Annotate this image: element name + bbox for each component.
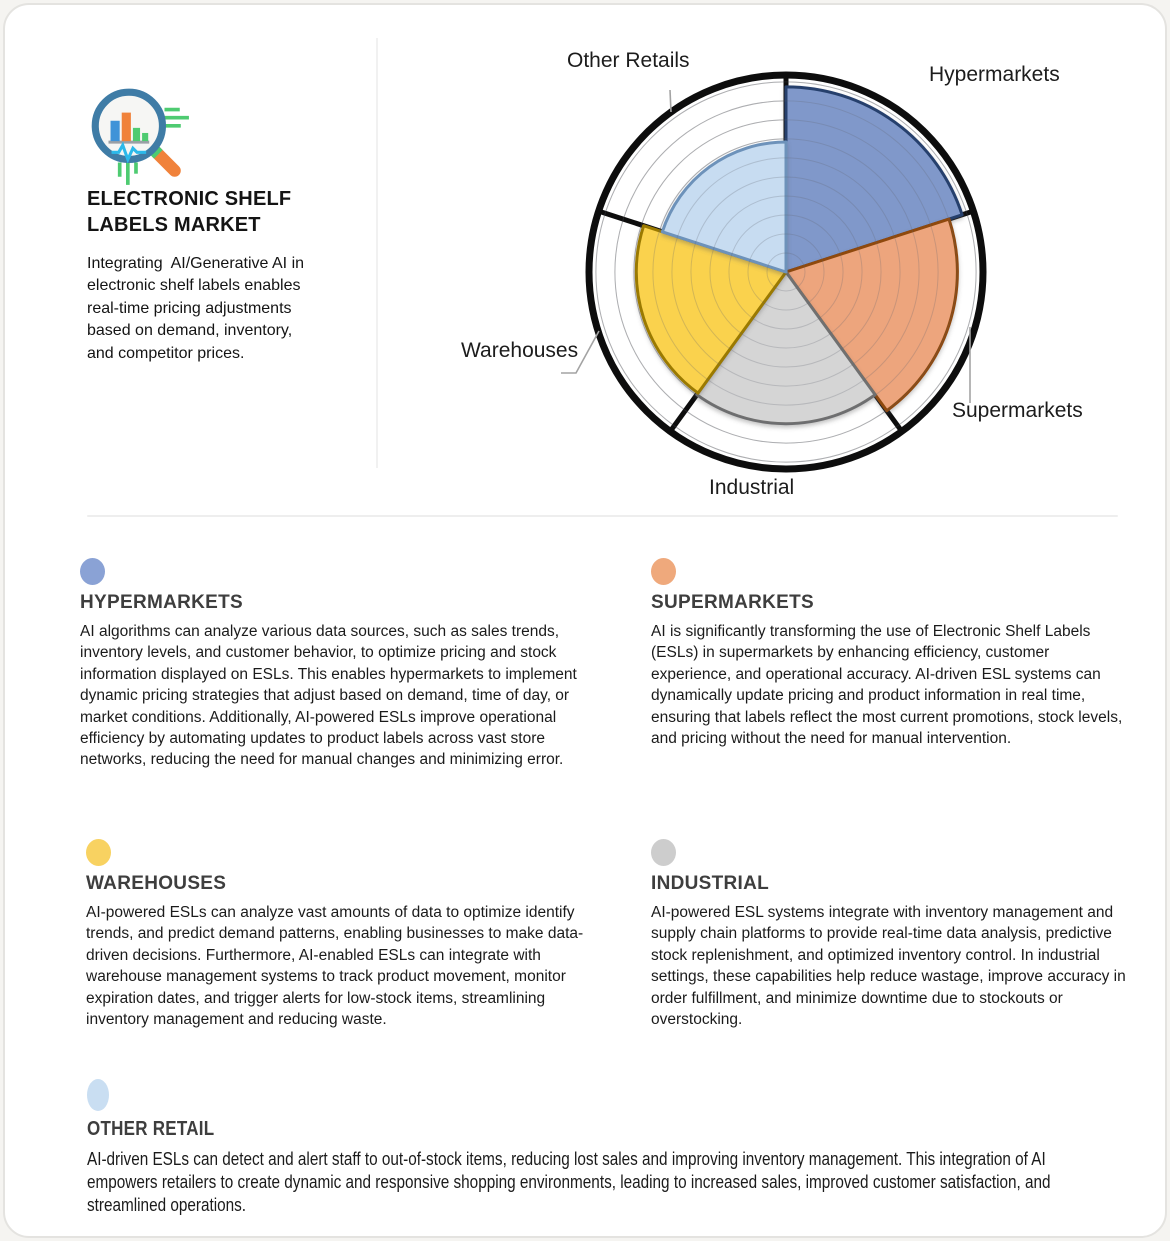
page-title: ELECTRONIC SHELF LABELS MARKET [87, 188, 292, 236]
section-warehouses [86, 839, 594, 1030]
bullet-dot [86, 839, 111, 866]
magnifier-chart-icon [81, 79, 193, 191]
section-body: AI algorithms can analyze various data sources, such as sales trends, inventory levels, and customer behavior, to optimize pricing and stock information displayed on ESLs. This enables hypermarkets to implement dynamic pricing strategies that adjust based on demand, time of day, or market conditions. Additionally, AI-powered ESLs improve operational efficiency by automating updates to product labels across vast store networks, reducing the need for manual changes and minimizing error. [80, 623, 577, 769]
panel-divider [376, 38, 378, 468]
section-industrial [651, 839, 1129, 1030]
section-heading: WAREHOUSES [86, 873, 227, 894]
section-supermarkets [651, 558, 1129, 749]
chart-label-other-retails: Other Retails [567, 49, 690, 72]
bullet-dot [651, 558, 676, 585]
bullet-dot [87, 1079, 109, 1111]
section-other-retail [87, 1079, 1087, 1217]
bullet-dot [651, 839, 676, 866]
chart-label-hypermarkets: Hypermarkets [929, 63, 1060, 86]
section-divider [87, 515, 1118, 517]
section-heading: OTHER RETAIL [87, 1118, 215, 1140]
rose-chart [551, 37, 1021, 507]
card [3, 3, 1167, 1238]
section-heading: INDUSTRIAL [651, 873, 770, 894]
chart-label-industrial: Industrial [709, 476, 795, 499]
chart-label-supermarkets: Supermarkets [952, 399, 1083, 422]
section-body: AI-powered ESLs can analyze vast amounts of data to optimize identify trends, and predict demand patterns, enabling businesses to make data-driven decisions. Furthermore, AI-enabled ESLs can integrate with warehouse management systems to track product movement, monitor expiration dates, and trigger alerts for low-stock items, streamlining inventory management and reducing waste. [86, 904, 584, 1029]
chart-label-warehouses: Warehouses [461, 339, 579, 362]
section-body: AI is significantly transforming the use of Electronic Shelf Labels (ESLs) in supermarkets by enhancing efficiency, customer experience, and operational accuracy. AI-driven ESL systems can dynamically update pricing and product information in real time, ensuring that labels reflect the most current promotions, stock levels, and pricing without the need for manual intervention. [651, 623, 1123, 748]
bullet-dot [80, 558, 105, 585]
leader-other-retails [670, 90, 671, 112]
section-body: AI-driven ESLs can detect and alert staff to out-of-stock items, reducing lost sales and improving inventory management. This integration of AI empowers retailers to create dynamic and responsive shopping environments, leading to increased sales, improved customer satisfaction, and streamlined operations. [87, 1149, 1051, 1215]
page-description: Integrating AI/Generative AI in electronic shelf labels enables real-time pricing adjustments based on demand, inventory, and competitor prices. [87, 255, 309, 362]
section-heading: HYPERMARKETS [80, 592, 244, 613]
section-body: AI-powered ESL systems integrate with inventory management and supply chain platforms to provide real-time data analysis, predictive stock replenishment, and optimized inventory control. In industrial settings, these capabilities help reduce wastage, improve accuracy in order fulfillment, and minimize downtime due to stockouts or overstocking. [651, 904, 1126, 1029]
section-hypermarkets [80, 558, 592, 771]
section-heading: SUPERMARKETS [651, 592, 815, 613]
